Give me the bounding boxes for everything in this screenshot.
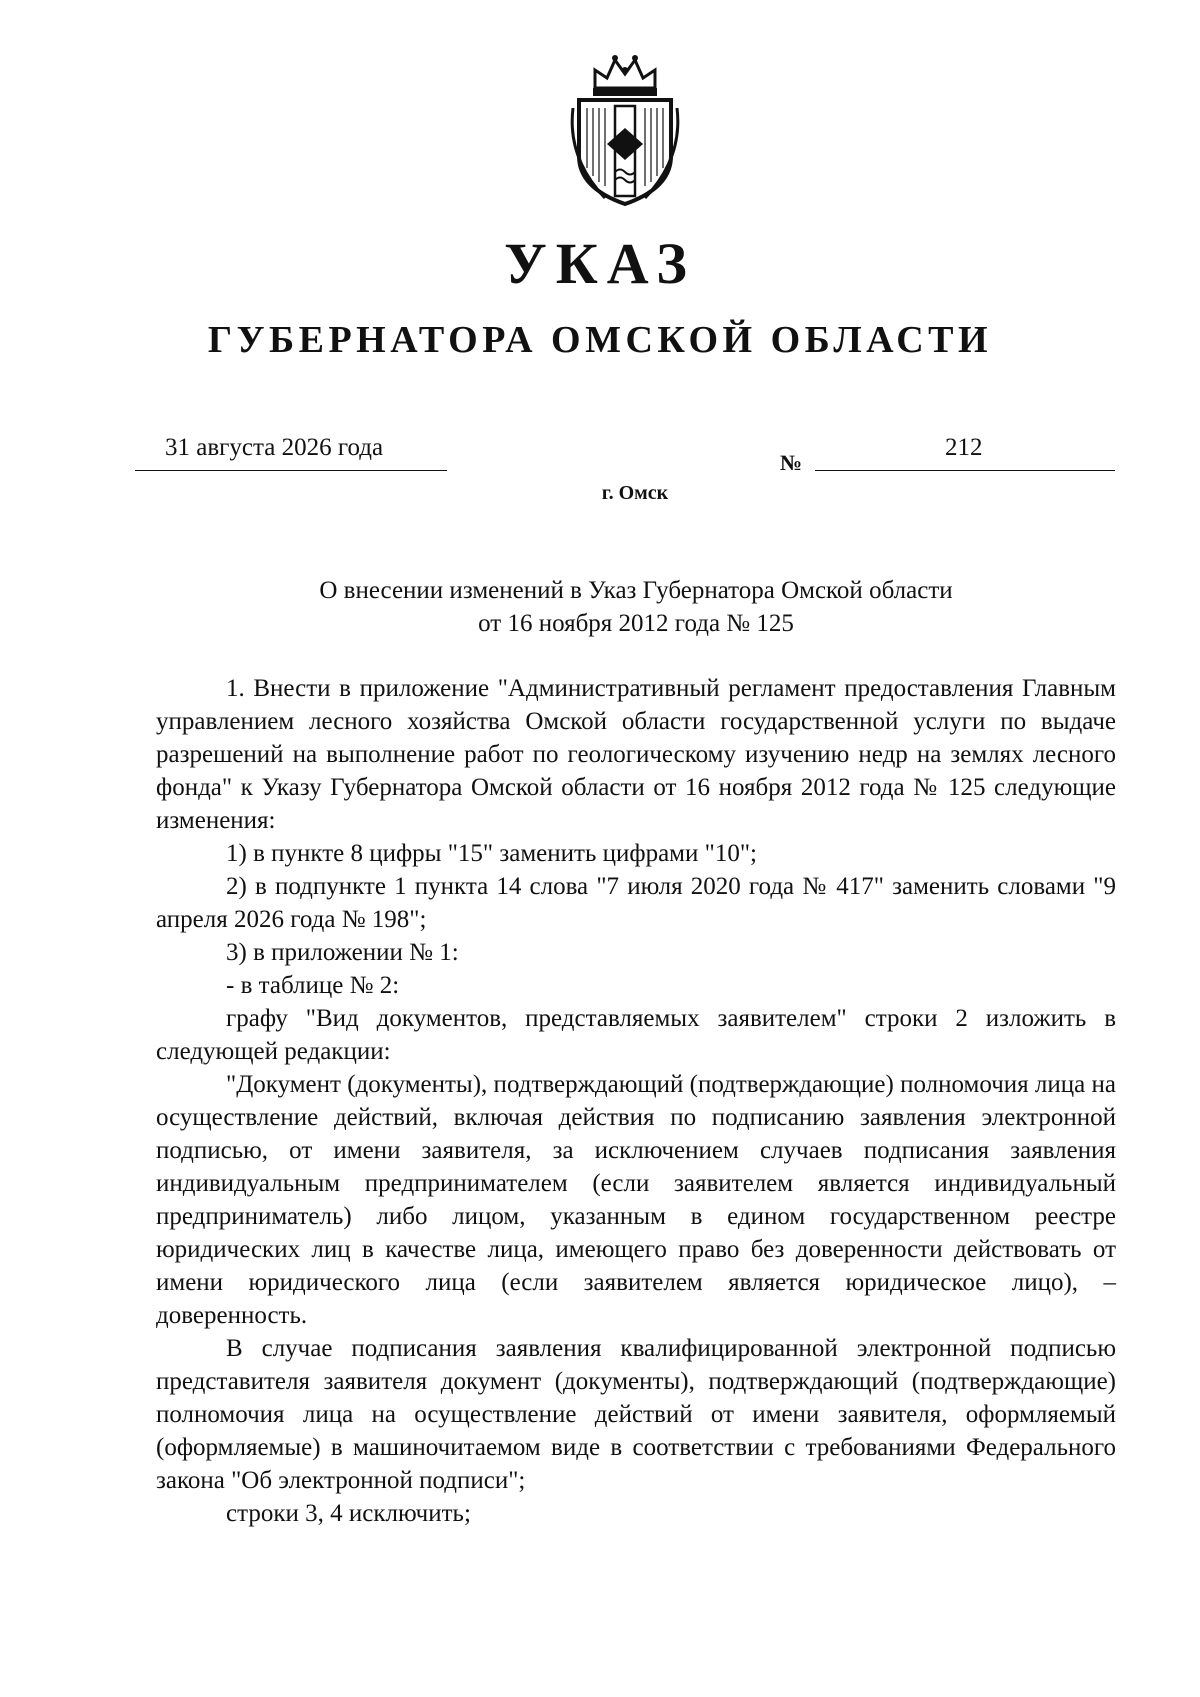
body-paragraph: 3) в приложении № 1: <box>226 939 459 966</box>
body-paragraph: "Документ (документы), подтверждающий (подтверждающие) полномочия лица на осуществление действий, включая действия по подписанию заявления электронной подписью, от имени заявителя, за исключением случаев подписания заявления индивидуальным предпринимателем (если заявителем является индивидуальный предприниматель) либо лицом, указанным в едином государственном реестре юридических лиц в качестве лица, имеющего право без доверенности действовать от имени юридического лица (если заявителем является юридическое лицо), – доверенность. <box>156 1071 1116 1329</box>
decree-title: УКАЗ <box>504 231 696 296</box>
body-paragraph: графу "Вид документов, представляемых заявителем" строки 2 изложить в следующей редакции: <box>156 1005 1116 1065</box>
coat-of-arms-emblem <box>565 48 685 208</box>
body-paragraph: строки 3, 4 исключить; <box>226 1500 471 1527</box>
body-paragraph: 2) в подпункте 1 пункта 14 слова "7 июля 2020 года № 417" заменить словами "9 апреля 2026 года № 198"; <box>156 873 1116 933</box>
city-label: г. Омск <box>601 482 669 504</box>
number-sign: № <box>780 450 803 475</box>
body-paragraph: - в таблице № 2: <box>226 972 400 999</box>
decree-number: 212 <box>945 434 983 461</box>
date-line <box>135 430 447 471</box>
body-paragraph: 1. Внести в приложение "Административный регламент предоставления Главным управлением лесного хозяйства Омской области государственной услуги по выдаче разрешений на выполнение работ по геологическому изучению недр на землях лесного фонда" к Указу Губернатора Омской области от 16 ноября 2012 года № 125 следующие изменения: <box>156 675 1116 834</box>
document-heading-line: от 16 ноября 2012 года № 125 <box>478 610 794 637</box>
decree-issuer: ГУБЕРНАТОРА ОМСКОЙ ОБЛАСТИ <box>207 319 993 361</box>
body-paragraph: 1) в пункте 8 цифры "15" заменить цифрами "10"; <box>226 840 757 867</box>
body-paragraph: В случае подписания заявления квалифицированной электронной подписью представителя заявителя документ (документы), подтверждающий (подтверждающие) полномочия лица на осуществление действий от имени заявителя, оформляемый (оформляемые) в машиночитаемом виде в соответствии с требованиями Федерального закона "Об электронной подписи"; <box>156 1335 1116 1494</box>
decree-date: 31 августа 2026 года <box>165 434 384 461</box>
number-line <box>815 430 1115 471</box>
document-body <box>156 672 1116 1530</box>
document-heading <box>156 574 1116 640</box>
document-heading-line: О внесении изменений в Указ Губернатора Омской области <box>319 577 953 604</box>
